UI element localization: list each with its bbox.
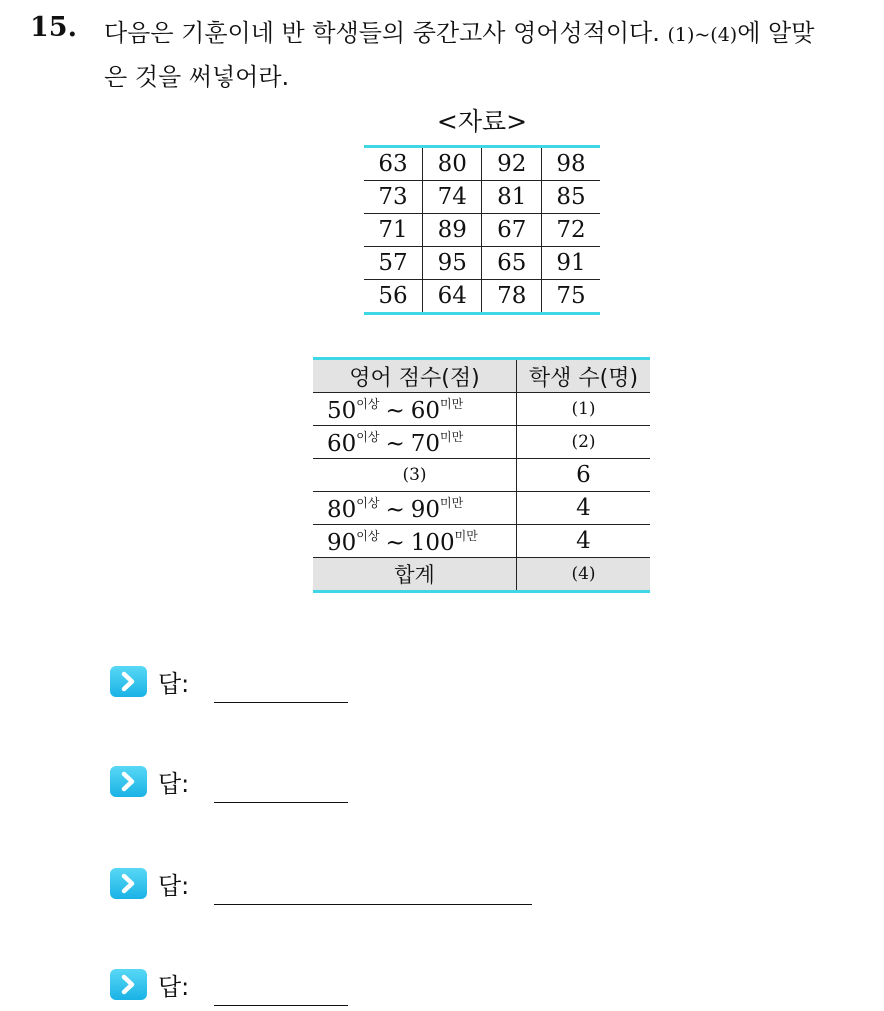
- total-count: (4): [517, 558, 651, 592]
- data-cell: 57: [364, 247, 423, 280]
- data-cell: 65: [482, 247, 541, 280]
- range-tilde: ~: [385, 430, 405, 457]
- student-count: 4: [517, 525, 651, 558]
- chevron-right-icon: [110, 868, 147, 899]
- freq-row: [313, 426, 650, 459]
- data-cell: 98: [541, 147, 600, 181]
- range-from: 80: [327, 496, 357, 523]
- range-tilde: ~: [385, 397, 405, 424]
- data-cell: 64: [423, 280, 482, 314]
- range-from-sup: 이상: [356, 528, 380, 543]
- class-interval: [313, 426, 517, 459]
- chevron-right-icon: [110, 666, 147, 697]
- header-score: 영어 점수(점): [313, 359, 517, 393]
- answer-label: 답:: [158, 770, 190, 798]
- chevron-right-icon: [110, 969, 147, 1000]
- data-cell: 92: [482, 147, 541, 181]
- total-label: 합계: [313, 558, 517, 592]
- question-number: 15.: [30, 12, 77, 43]
- range-from-sup: 이상: [356, 495, 380, 510]
- range-to: 60: [410, 397, 441, 424]
- data-cell: 85: [541, 181, 600, 214]
- question-marker: (1)~(4): [667, 24, 738, 46]
- student-count: (1): [517, 393, 651, 426]
- answer-blank-line[interactable]: [214, 702, 348, 703]
- student-count: (2): [517, 426, 651, 459]
- answer-label: 답:: [158, 670, 190, 698]
- data-cell: 63: [364, 147, 423, 181]
- header-students: 학생 수(명): [517, 359, 651, 393]
- freq-row: [313, 459, 650, 492]
- freq-row: [313, 393, 650, 426]
- answer-label: 답:: [158, 872, 190, 900]
- data-cell: 81: [482, 181, 541, 214]
- data-row: [364, 181, 600, 214]
- data-cell: 56: [364, 280, 423, 314]
- range-from: 50: [327, 397, 357, 424]
- range-from: 90: [327, 529, 357, 556]
- freq-row: [313, 492, 650, 525]
- freq-row: [313, 525, 650, 558]
- question-text-part2: 에 알맞: [737, 19, 815, 47]
- range-from: 60: [327, 430, 357, 457]
- student-count: 6: [517, 459, 651, 492]
- range-to: 100: [410, 529, 455, 556]
- data-row: [364, 280, 600, 314]
- data-cell: 71: [364, 214, 423, 247]
- question-text: [104, 12, 864, 98]
- data-table-caption: <자료>: [436, 107, 528, 136]
- data-cell: 72: [541, 214, 600, 247]
- data-row: [364, 147, 600, 181]
- range-from-sup: 이상: [356, 396, 380, 411]
- answer-blank-line[interactable]: [214, 802, 348, 803]
- answer-blank-line[interactable]: [214, 1005, 348, 1006]
- data-cell: 67: [482, 214, 541, 247]
- range-to-sup: 미만: [440, 429, 464, 444]
- question-text-line2: 은 것을 써넣어라.: [104, 63, 290, 91]
- student-count: 4: [517, 492, 651, 525]
- data-cell: 89: [423, 214, 482, 247]
- class-interval: [313, 525, 517, 558]
- question-text-part1: 다음은 기훈이네 반 학생들의 중간고사 영어성적이다.: [104, 19, 660, 47]
- range-from-sup: 이상: [356, 429, 380, 444]
- frequency-table: [313, 357, 650, 593]
- data-cell: 78: [482, 280, 541, 314]
- answer-blank-line[interactable]: [214, 904, 532, 905]
- answer-label: 답:: [158, 973, 190, 1001]
- chevron-right-icon: [110, 766, 147, 797]
- range-to: 70: [410, 430, 441, 457]
- range-tilde: ~: [385, 529, 405, 556]
- data-row: [364, 214, 600, 247]
- range-tilde: ~: [385, 496, 405, 523]
- class-interval: [313, 492, 517, 525]
- data-table: [364, 145, 600, 315]
- data-cell: 95: [423, 247, 482, 280]
- class-interval-blank: (3): [313, 459, 517, 492]
- data-row: [364, 247, 600, 280]
- data-cell: 80: [423, 147, 482, 181]
- data-cell: 75: [541, 280, 600, 314]
- range-to-sup: 미만: [454, 528, 478, 543]
- range-to: 90: [410, 496, 441, 523]
- data-cell: 91: [541, 247, 600, 280]
- data-cell: 73: [364, 181, 423, 214]
- range-to-sup: 미만: [440, 396, 464, 411]
- total-row: [313, 558, 650, 592]
- range-to-sup: 미만: [440, 495, 464, 510]
- class-interval: [313, 393, 517, 426]
- data-cell: 74: [423, 181, 482, 214]
